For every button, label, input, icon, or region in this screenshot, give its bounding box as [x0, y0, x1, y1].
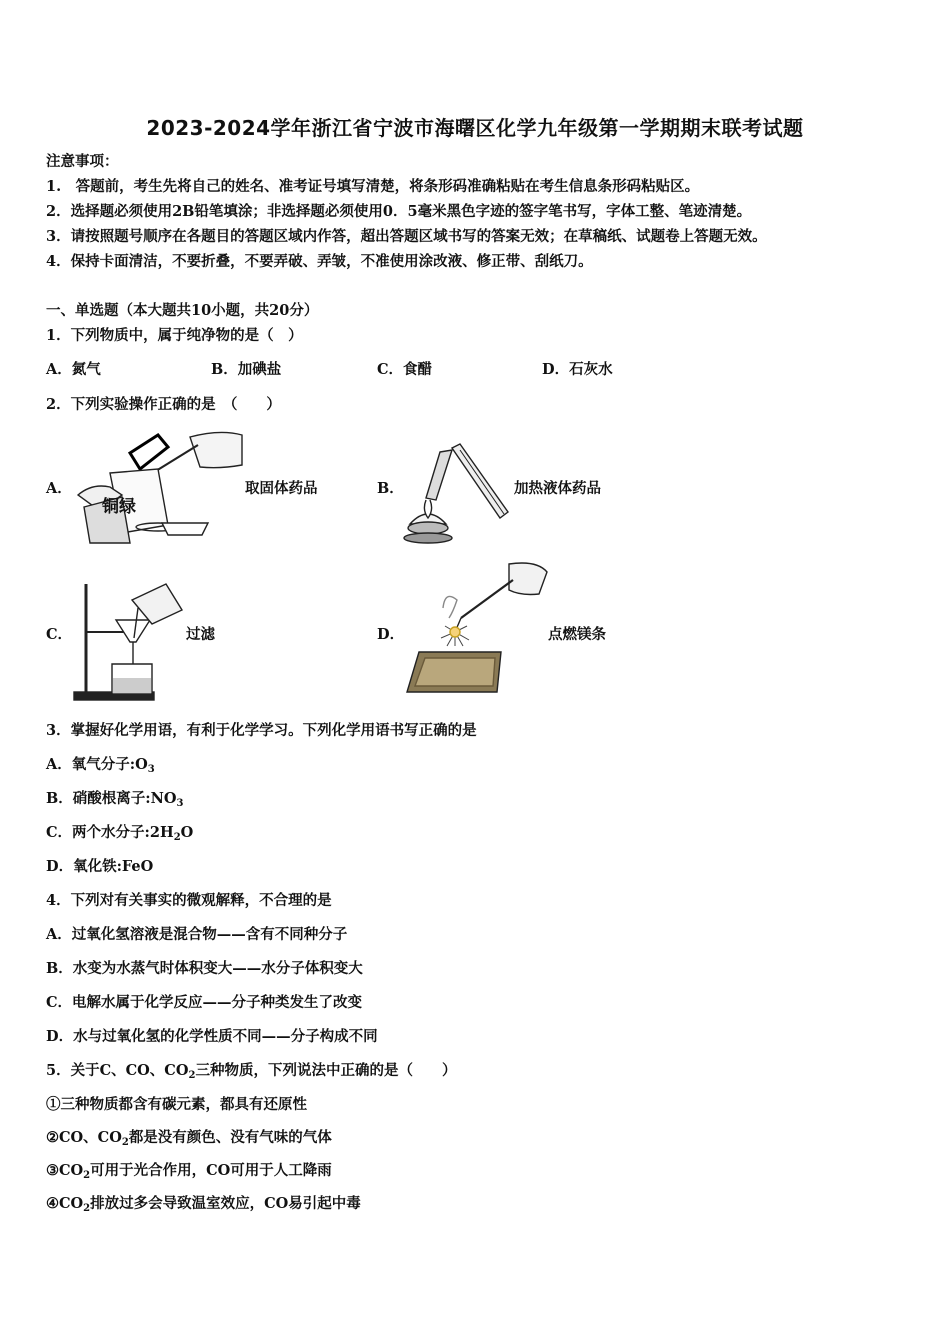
q3-option-d: D．氧化铁:FeO [46, 858, 154, 875]
q1-option-c: C．食醋 [377, 361, 433, 378]
q3-option-c-text: C．两个水分子:2H [46, 824, 174, 841]
q3-option-b-text: B．硝酸根离子:NO [46, 790, 177, 807]
q3-option-c-tail: O [180, 824, 194, 841]
notice-item-2: 2．选择题必须使用2B铅笔填涂；非选择题必须使用0．5毫米黑色字迹的签字笔书写，字体工整、笔迹清楚。 [46, 203, 752, 220]
notice-item-3: 3．请按照题号顺序在各题目的答题区域内作答，超出答题区域书写的答案无效；在草稿纸、试题卷上答题无效。 [46, 228, 767, 245]
q3-stem: 3．掌握好化学用语，有利于化学学习。下列化学用语书写正确的是 [46, 722, 477, 739]
q3-option-b [46, 789, 183, 814]
q2-option-a-letter: A． [46, 480, 72, 497]
q4-option-c: C．电解水属于化学反应——分子种类发生了改变 [46, 994, 363, 1011]
q3-option-a [46, 755, 155, 780]
q5-s3-a: ③CO [46, 1162, 84, 1179]
q4-option-a: A．过氧化氢溶液是混合物——含有不同种分子 [46, 926, 348, 943]
q1-option-b: B．加碘盐 [211, 361, 282, 378]
q3-option-c [46, 823, 193, 848]
q4-option-b: B．水变为水蒸气时体积变大——水分子体积变大 [46, 960, 363, 977]
q1-option-d: D．石灰水 [542, 361, 613, 378]
q5-s4-sub: 2 [83, 1203, 91, 1214]
q2-option-c-letter: C． [46, 626, 73, 643]
q2-option-a-caption: 取固体药品 [245, 480, 318, 497]
heat-liquid-illustration [400, 440, 510, 545]
q4-stem: 4．下列对有关事实的微观解释，不合理的是 [46, 892, 332, 909]
q5-s4-a: ④CO [46, 1195, 84, 1212]
q3-option-c-sub: 2 [173, 832, 181, 843]
q5-s2-sub: 2 [121, 1137, 129, 1148]
q3-option-a-sub: 3 [147, 764, 155, 775]
q5-stem [46, 1061, 456, 1086]
notice-item-4: 4．保持卡面清洁，不要折叠，不要弄破、弄皱，不准使用涂改液、修正带、刮纸刀。 [46, 253, 593, 270]
q2-option-b-letter: B． [377, 480, 404, 497]
q2-option-b-caption: 加热液体药品 [514, 480, 601, 497]
q3-option-b-sub: 3 [176, 798, 184, 809]
q5-s3-sub: 2 [83, 1170, 91, 1181]
bottle-label: 铜绿 [102, 497, 136, 517]
q1-stem: 1．下列物质中，属于纯净物的是（ ） [46, 327, 303, 344]
q2-option-c-caption: 过滤 [186, 626, 215, 643]
q5-statement-2 [46, 1128, 332, 1153]
page-title: 2023-2024学年浙江省宁波市海曙区化学九年级第一学期期末联考试题 [146, 116, 804, 140]
burn-magnesium-illustration [405, 560, 550, 700]
q4-option-d: D．水与过氧化氢的化学性质不同——分子构成不同 [46, 1028, 378, 1045]
notice-heading: 注意事项： [46, 153, 119, 170]
q5-stem-sub: 2 [188, 1070, 196, 1081]
q2-option-d-caption: 点燃镁条 [548, 626, 606, 643]
notice-item-1: 1. 答题前，考生先将自己的姓名、准考证号填写清楚，将条形码准确粘贴在考生信息条形码粘贴区。 [46, 178, 700, 195]
filtration-illustration [72, 578, 187, 703]
q5-stem-a: 5．关于C、CO、CO [46, 1062, 189, 1079]
q5-s4-b: 排放过多会导致温室效应，CO易引起中毒 [90, 1195, 361, 1212]
q3-option-a-text: A．氧气分子:O [46, 756, 148, 773]
q5-statement-1: ①三种物质都含有碳元素，都具有还原性 [46, 1096, 307, 1113]
take-solid-illustration [70, 425, 245, 545]
q2-stem: 2．下列实验操作正确的是 （ ） [46, 396, 281, 413]
q5-stem-b: 三种物质，下列说法中正确的是（ ） [195, 1062, 457, 1079]
q1-option-a: A．氮气 [46, 361, 101, 378]
q5-s2-a: ②CO、CO [46, 1129, 122, 1146]
q5-statement-4 [46, 1194, 361, 1219]
q5-statement-3 [46, 1161, 332, 1186]
q2-option-d-letter: D． [377, 626, 405, 643]
q5-s2-b: 都是没有颜色、没有气味的气体 [128, 1129, 332, 1146]
section-heading: 一、单选题（本大题共10小题，共20分） [46, 302, 319, 319]
q5-s3-b: 可用于光合作用，CO可用于人工降雨 [90, 1162, 332, 1179]
